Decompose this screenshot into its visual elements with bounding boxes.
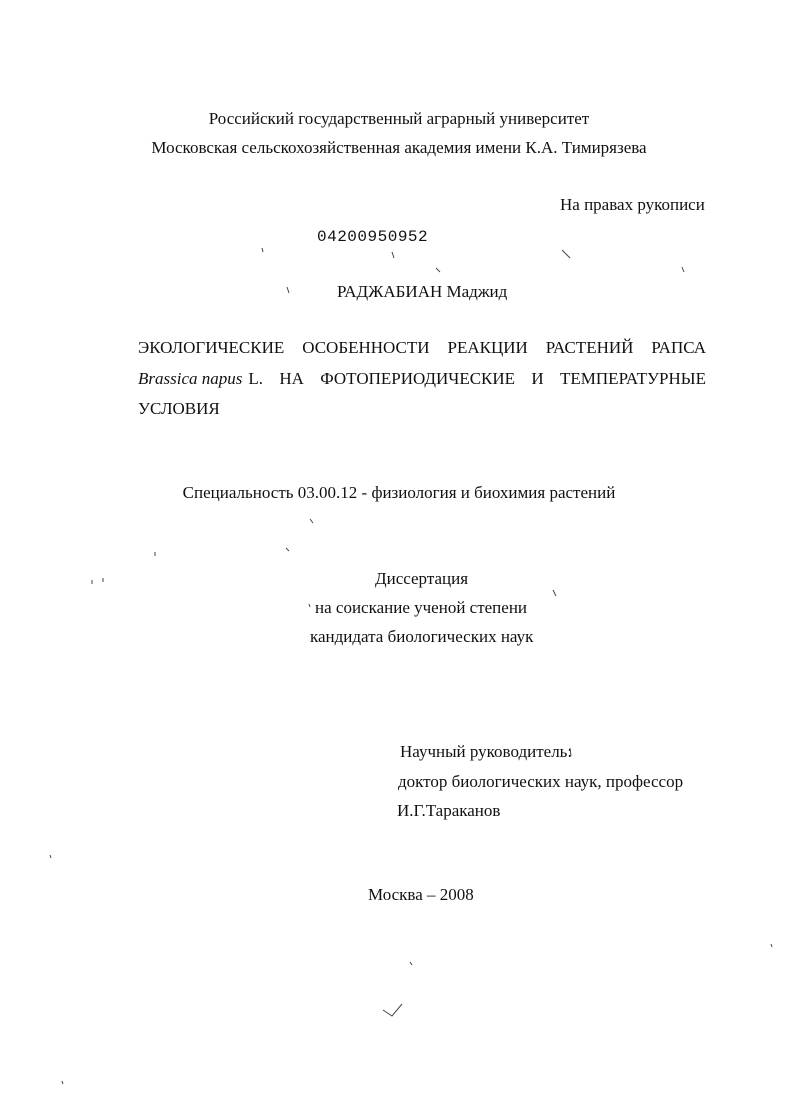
title-line-1-text: ЭКОЛОГИЧЕСКИЕ ОСОБЕННОСТИ РЕАКЦИИ РАСТЕНИЙ РАПСА: [138, 338, 706, 357]
title-line-2: [138, 370, 706, 387]
author-name: РАДЖАБИАН Маджид: [337, 282, 508, 301]
dissertation-degree-line: на соискание ученой степени: [315, 598, 528, 617]
speck: [62, 1081, 63, 1084]
city-year: Москва – 2008: [368, 885, 474, 904]
speck: [682, 267, 684, 272]
speck: [262, 248, 263, 252]
speck: [286, 548, 289, 551]
dissertation-field-line: кандидата биологических наук: [310, 627, 534, 646]
rights-note: На правах рукописи: [560, 195, 705, 214]
academy-name: Московская сельскохозяйственная академия имени К.А. Тимирязева: [151, 138, 647, 157]
title-line-1: [138, 339, 706, 356]
speck: [309, 604, 310, 607]
catalog-number: 04200950952: [317, 228, 429, 246]
supervisor-label: Научный руководитель:: [400, 742, 573, 761]
speck: [287, 287, 289, 293]
speck: [771, 944, 772, 947]
speck: [553, 590, 556, 596]
speck: [410, 962, 412, 965]
speck: [436, 268, 440, 272]
specialty: Специальность 03.00.12 - физиология и биохимия растений: [182, 483, 616, 502]
title-line-2-rest: L. НА ФОТОПЕРИОДИЧЕСКИЕ И ТЕМПЕРАТУРНЫЕ: [248, 369, 706, 388]
title-line-3: УСЛОВИЯ: [138, 399, 220, 418]
supervisor-name: И.Г.Тараканов: [397, 801, 501, 820]
supervisor-degree: доктор биологических наук, профессор: [398, 772, 684, 791]
speck: [392, 252, 394, 258]
university-name: Российский государственный аграрный университет: [208, 109, 590, 128]
speck: [310, 519, 313, 523]
species-name: Brassica napus: [138, 369, 243, 388]
speck: [50, 855, 51, 858]
dissertation-heading: Диссертация: [375, 569, 469, 588]
speck: [383, 1004, 402, 1016]
speck: [562, 250, 570, 258]
